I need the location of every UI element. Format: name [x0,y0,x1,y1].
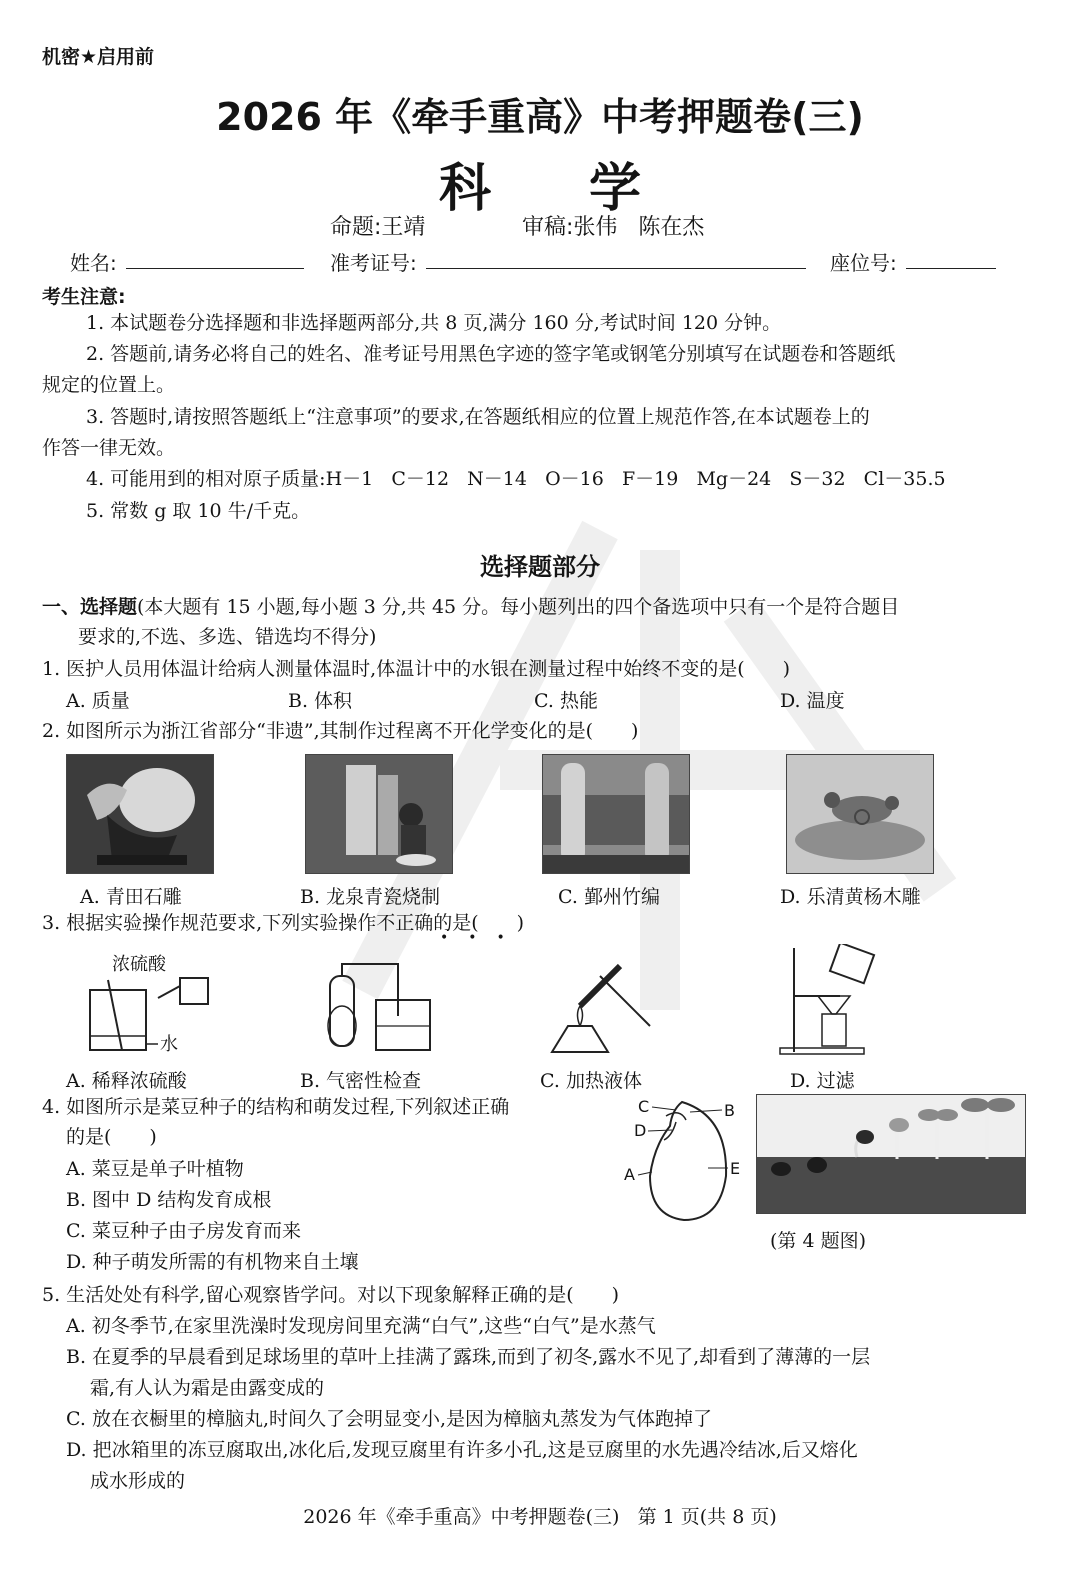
q2-stem: 2. 如图所示为浙江省部分“非遗”,其制作过程离不开化学变化的是( ) [42,720,639,742]
seat-field[interactable] [906,268,996,269]
stone-carving-illustration [67,755,213,873]
q4-option-d: D. 种子萌发所需的有机物来自土壤 [66,1251,359,1273]
boxwood-carving-illustration [787,755,933,873]
q1-option-a: A. 质量 [66,690,130,712]
seed-label-e: E [730,1159,741,1178]
seat-label: 座位号: [830,251,897,275]
note-2-cont: 规定的位置上。 [42,374,176,396]
q5-option-a: A. 初冬季节,在家里洗澡时发现房间里充满“白气”,这些“白气”是水蒸气 [66,1315,656,1337]
q3-stem: 3. 根据实验操作规范要求,下列实验操作不正确的是( ) [42,912,525,934]
section-instruction [42,598,899,617]
q5-stem: 5. 生活处处有科学,留心观察皆学问。对以下现象解释正确的是( ) [42,1284,620,1306]
note-3: 3. 答题时,请按照答题纸上“注意事项”的要求,在答题纸相应的位置上规范作答,在本试题卷上的 [86,406,870,428]
q3-diagram-heat-liquid [540,956,680,1060]
q4-option-a: A. 菜豆是单子叶植物 [66,1158,244,1180]
q3-caption-c: C. 加热液体 [540,1070,642,1092]
bamboo-weaving-illustration [543,755,689,873]
acid-label: 浓硫酸 [112,954,166,975]
note-3-cont: 作答一律无效。 [42,437,176,459]
subject-title: 科 学 [438,159,682,219]
water-label: 水 [160,1034,178,1055]
name-label: 姓名: [70,251,117,275]
q2-photo-boxwood-carving [786,754,934,874]
exam-id-label: 准考证号: [330,251,417,275]
q4-germination-photo [756,1094,1026,1214]
kiln-illustration [306,755,452,873]
author-line: 命题:王靖 [330,215,426,240]
reviewer-line: 审稿:张伟 陈在杰 [522,215,705,240]
q3-diagram-airtight-check [312,956,462,1060]
section-label: 一、选择题 [42,596,138,618]
q4-stem-line1: 4. 如图所示是菜豆种子的结构和萌发过程,下列叙述正确 [42,1096,510,1118]
q2-photo-stone-carving [66,754,214,874]
q3-caption-b: B. 气密性检查 [300,1070,422,1092]
q2-photo-bamboo-weaving [542,754,690,874]
note-1: 1. 本试题卷分选择题和非选择题两部分,共 8 页,满分 160 分,考试时间 120 分钟。 [86,312,782,334]
q5-option-d-cont: 成水形成的 [90,1470,186,1492]
q5-option-b: B. 在夏季的早晨看到足球场里的草叶上挂满了露珠,而到了初冬,露水不见了,却看到了薄薄的一层 [66,1346,871,1368]
q1-option-c: C. 热能 [534,690,598,712]
q4-option-c: C. 菜豆种子由子房发育而来 [66,1220,301,1242]
q3-emphasis-dots: ••• [440,930,525,946]
q2-photo-celadon-kiln [305,754,453,874]
q2-caption-a: A. 青田石雕 [80,886,182,908]
page-footer: 2026 年《牵手重高》中考押题卷(三) 第 1 页(共 8 页) [303,1506,777,1528]
q5-option-c: C. 放在衣橱里的樟脑丸,时间久了会明显变小,是因为樟脑丸蒸发为气体跑掉了 [66,1408,713,1430]
q4-stem-line2: 的是( ) [66,1126,157,1148]
name-field[interactable] [126,268,304,269]
q5-option-d: D. 把冰箱里的冻豆腐取出,冰化后,发现豆腐里有许多小孔,这是豆腐里的水先遇冷结冰,后又熔化 [66,1439,858,1461]
exam-id-field[interactable] [426,268,806,269]
seed-label-c: C [638,1097,650,1116]
q1-option-d: D. 温度 [780,690,845,712]
q4-option-b: B. 图中 D 结构发育成根 [66,1189,272,1211]
notes-heading: 考生注意: [42,286,126,308]
q2-caption-d: D. 乐清黄杨木雕 [780,886,921,908]
confidential-label: 机密★启用前 [42,46,155,68]
section-title: 选择题部分 [480,553,600,581]
seed-label-d: D [634,1121,647,1140]
note-5: 5. 常数 g 取 10 牛/千克。 [86,500,311,522]
q3-caption-a: A. 稀释浓硫酸 [66,1070,187,1092]
q3-diagram-filtration [772,944,892,1060]
q3-caption-d: D. 过滤 [790,1070,855,1092]
q1-option-b: B. 体积 [288,690,353,712]
q5-option-b-cont: 霜,有人认为霜是由露变成的 [90,1377,325,1399]
section-instruction-line2: 要求的,不选、多选、错选均不得分) [78,626,377,648]
q4-seed-diagram [620,1096,750,1226]
q2-caption-b: B. 龙泉青瓷烧制 [300,886,441,908]
q1-stem: 1. 医护人员用体温计给病人测量体温时,体温计中的水银在测量过程中始终不变的是( ) [42,658,791,680]
q3-diagram-dilute-acid [60,946,260,1058]
section-instruction-line1: (本大题有 15 小题,每小题 3 分,共 45 分。每小题列出的四个备选项中只有一个是符合题目 [137,596,900,618]
seed-label-a: A [624,1165,635,1184]
q2-caption-c: C. 鄞州竹编 [558,886,660,908]
seed-label-b: B [724,1101,735,1120]
note-2: 2. 答题前,请务必将自己的姓名、准考证号用黑色字迹的签字笔或钢笔分别填写在试题卷和答题纸 [86,343,896,365]
note-4: 4. 可能用到的相对原子质量:H－1 C－12 N－14 O－16 F－19 Mg－24 S－32 Cl－35.5 [86,468,946,490]
germination-illustration [757,1095,1025,1213]
q4-figure-caption: (第 4 题图) [770,1230,866,1252]
exam-title: 2026 年《牵手重高》中考押题卷(三) [216,95,864,139]
